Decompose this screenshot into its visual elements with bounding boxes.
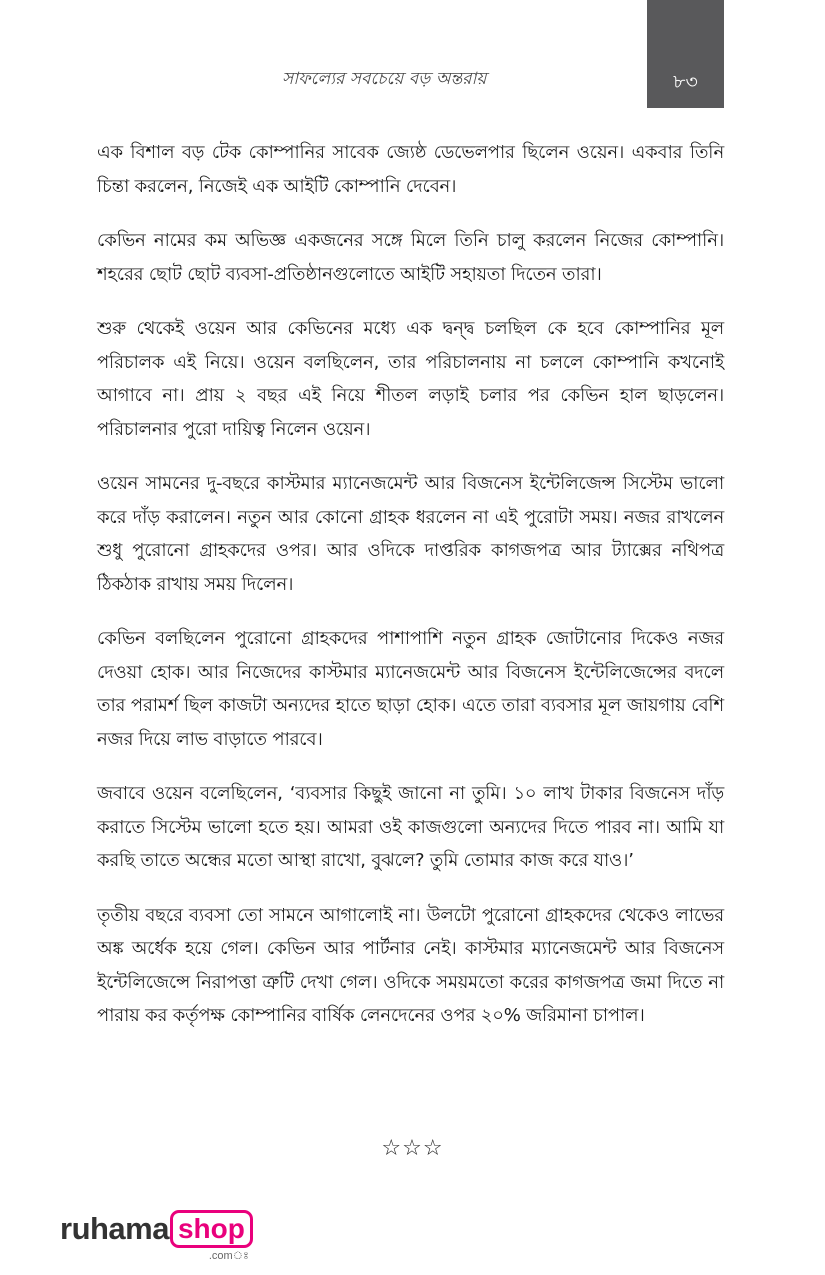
paragraph-6: জবাবে ওয়েন বলেছিলেন, ‘ব্যবসার কিছুই জানো না তুমি। ১০ লাখ টাকার বিজনেস দাঁড় করাতে সিস্টেম ভালো হতে হয়। আমরা ওই কাজগুলো অন্যদের দিতে পারব না। আমি যা করছি তাতে অন্ধের মতো আস্থা রাখো, বুঝলে? তুমি তোমার কাজ করে যাও।’ [97, 783, 724, 871]
logo-shop-badge [170, 1210, 253, 1262]
ruhamashop-logo [60, 1210, 253, 1262]
paragraph-5: কেভিন বলছিলেন পুরোনো গ্রাহকদের পাশাপাশি নতুন গ্রাহক জোটানোর দিকেও নজর দেওয়া হোক। আর নিজেদের কাস্টমার ম্যানেজমেন্ট আর বিজনেস ইন্টেলিজেন্সের বদলে তার পরামর্শ ছিল কাজটা অন্যদের হাতে ছাড়া হোক। এতে তারা ব্যবসার মূল জায়গায় বেশি নজর দিয়ে লাভ বাড়াতে পারবে। [97, 628, 724, 750]
body-text [97, 136, 724, 1054]
section-divider-stars: ☆☆☆ [381, 1136, 444, 1161]
logo-text-shop: shop [170, 1210, 253, 1248]
paragraph-7: তৃতীয় বছরে ব্যবসা তো সামনে আগালোই না। উলটো পুরোনো গ্রাহকদের থেকেও লাভের অঙ্ক অর্ধেক হয়ে গেল। কেভিন আর পার্টনার নেই। কাস্টমার ম্যানেজমেন্ট আর বিজনেস ইন্টেলিজেন্সে নিরাপত্তা ত্রুটি দেখা গেল। ওদিকে সময়মতো করের কাগজপত্র জমা দিতে না পারায় কর কর্তৃপক্ষ কোম্পানির বার্ষিক লেনদেনের ওপর ২০% জরিমানা চাপাল। [97, 904, 724, 1026]
paragraph-4: ওয়েন সামনের দু-বছরে কাস্টমার ম্যানেজমেন্ট আর বিজনেস ইন্টেলিজেন্স সিস্টেম ভালো করে দাঁড় করালেন। নতুন আর কোনো গ্রাহক ধরলেন না এই পুরোটা সময়। নজর রাখলেন শুধু পুরোনো গ্রাহকদের ওপর। আর ওদিকে দাপ্তরিক কাগজপত্র আর ট্যাক্সের নথিপত্র ঠিকঠাক রাখায় সময় দিলেন। [97, 473, 724, 595]
paragraph-3: শুরু থেকেই ওয়েন আর কেভিনের মধ্যে এক দ্বন্দ্ব চলছিল কে হবে কোম্পানির মূল পরিচালক এই নিয়ে। ওয়েন বলছিলেন, তার পরিচালনায় না চললে কোম্পানি কখনোই আগাবে না। প্রায় ২ বছর এই নিয়ে শীতল লড়াই চলার পর কেভিন হাল ছাড়লেন। পরিচালনার পুরো দায়িত্ব নিলেন ওয়েন। [97, 318, 725, 440]
paragraph-2: কেভিন নামের কম অভিজ্ঞ একজনের সঙ্গে মিলে তিনি চালু করলেন নিজের কোম্পানি। শহরের ছোট ছোট ব্যবসা-প্রতিষ্ঠানগুলোতে আইটি সহায়তা দিতেন তারা। [97, 230, 724, 285]
logo-text-ruhama: ruhama [60, 1211, 169, 1246]
logo-text-domain: .comঃ [208, 1250, 249, 1262]
page-number-tab [647, 0, 724, 108]
page-number: ৮৩ [673, 71, 698, 93]
running-header-title: সাফল্যের সবচেয়ে বড় অন্তরায় [282, 69, 487, 89]
paragraph-1: এক বিশাল বড় টেক কোম্পানির সাবেক জ্যেষ্ঠ ডেভেলপার ছিলেন ওয়েন। একবার তিনি চিন্তা করলেন, নিজেই এক আইটি কোম্পানি দেবেন। [97, 142, 724, 197]
